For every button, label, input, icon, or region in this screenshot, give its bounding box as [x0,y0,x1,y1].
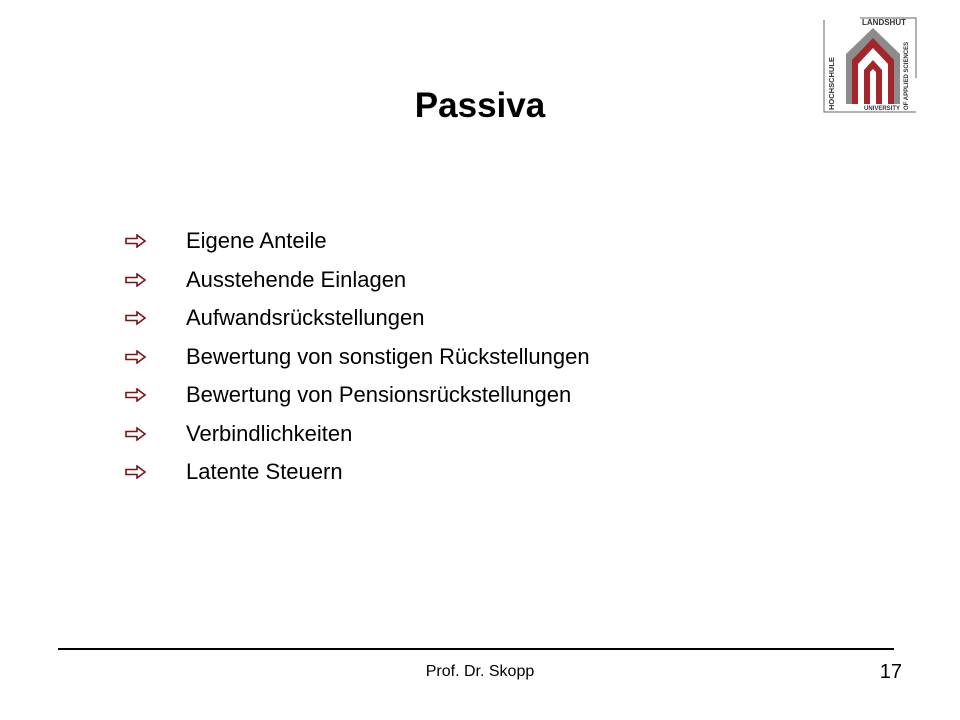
bullet-text: Ausstehende Einlagen [186,266,407,292]
bullet-item [125,453,590,492]
svg-text:LANDSHUT: LANDSHUT [862,18,906,27]
hollow-arrow-right-icon [125,350,147,364]
bullet-item [125,338,590,377]
bullet-text: Eigene Anteile [186,228,327,254]
hollow-arrow-right-icon [125,388,147,402]
hollow-arrow-right-icon [125,427,147,441]
bullet-text: Aufwandsrückstellungen [186,305,425,331]
footer-rule [58,648,894,650]
hollow-arrow-right-icon [125,273,147,287]
bullet-item [125,222,590,261]
svg-text:UNIVERSITY: UNIVERSITY [864,106,901,112]
bullet-text: Latente Steuern [186,459,343,485]
hollow-arrow-right-icon [125,465,147,479]
bullet-item [125,299,590,338]
page-number: 17 [879,661,902,683]
bullet-item [125,415,590,454]
bullet-text: Bewertung von Pensionsrückstellungen [186,382,572,408]
bullet-list [125,222,590,492]
footer-author: Prof. Dr. Skopp [425,663,535,680]
bullet-item [125,261,590,300]
svg-text:HOCHSCHULE: HOCHSCHULE [827,57,836,110]
bullet-text: Bewertung von sonstigen Rückstellungen [186,343,590,369]
bullet-item [125,376,590,415]
bullet-text: Verbindlichkeiten [186,420,353,446]
hollow-arrow-right-icon [125,234,147,248]
slide-title: Passiva [414,86,546,125]
hollow-arrow-right-icon [125,311,147,325]
svg-text:OF APPLIED SCIENCES: OF APPLIED SCIENCES [904,41,910,110]
